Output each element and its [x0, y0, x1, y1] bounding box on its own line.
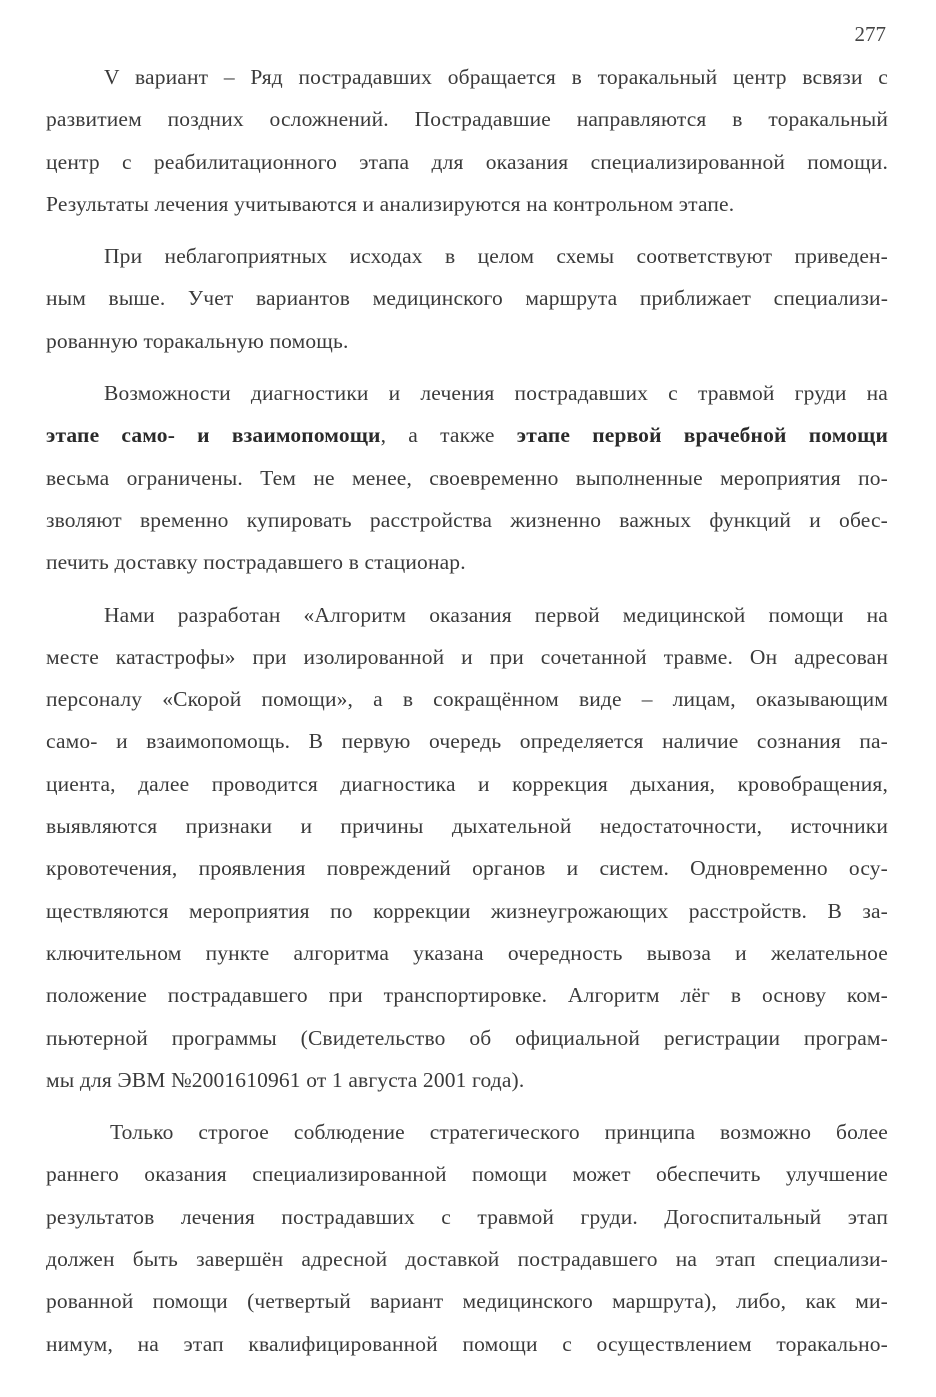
text-line: нимум, на этап квалифицированной помощи с осуществлением торакально- — [46, 1331, 888, 1356]
text-line: само- и взаимопомощь. В первую очередь определяется наличие сознания па- — [46, 729, 888, 754]
text-line: месте катастрофы» при изолированной и при сочетанной травме. Он адресован — [46, 644, 888, 669]
text-line: центр с реабилитационного этапа для оказания специализированной помощи. — [46, 149, 888, 174]
text-line-with-emphasis — [46, 414, 888, 456]
text-line: При неблагоприятных исходах в целом схемы соответствуют приведен- — [104, 244, 888, 269]
text-line: ществляются мероприятия по коррекции жизнеугрожающих расстройств. В за- — [46, 898, 888, 923]
text-line: мы для ЭВМ №2001610961 от 1 августа 2001 года). — [46, 1067, 525, 1092]
text-line: должен быть завершён адресной доставкой пострадавшего на этап специализи- — [46, 1247, 888, 1272]
text-line: пьютерной программы (Свидетельство об официальной регистрации програм- — [46, 1025, 888, 1050]
text-line: Нами разработан «Алгоритм оказания первой медицинской помощи на — [104, 602, 888, 627]
paragraph-variant-5 — [46, 56, 888, 225]
paragraph-strategic-principle — [46, 1111, 888, 1365]
text-line: V вариант – Ряд пострадавших обращается в торакальный центр всвязи с — [104, 65, 888, 89]
paragraph-diagnostic-possibilities — [46, 372, 888, 583]
text-line: Возможности диагностики и лечения пострадавших с травмой груди на — [104, 381, 888, 406]
text-line: ключительном пункте алгоритма указана очередность вывоза и желательное — [46, 940, 888, 965]
text-line: весьма ограничены. Тем не менее, своевременно выполненные мероприятия по- — [46, 465, 888, 490]
text-line: Результаты лечения учитываются и анализируются на контрольном этапе. — [46, 191, 735, 216]
text-line: рованной помощи (четвертый вариант медицинского маршрута), либо, как ми- — [46, 1289, 888, 1314]
text-line: ным выше. Учет вариантов медицинского маршрута приближает специализи- — [46, 286, 888, 311]
paragraph-unfavorable-outcomes — [46, 235, 888, 362]
text-line: персоналу «Скорой помощи», а в сокращённом виде – лицам, оказывающим — [46, 687, 888, 712]
emphasis-self-help-stage: этапе само- и взаимопомощи — [46, 423, 381, 448]
page-body — [46, 56, 888, 1375]
text-line: раннего оказания специализированной помощи может обеспечить улучшение — [46, 1162, 888, 1187]
paragraph-algorithm — [46, 594, 888, 1102]
text-line: выявляются признаки и причины дыхательной недостаточности, источники — [46, 814, 888, 839]
text-line: развитием поздних осложнений. Пострадавшие направляются в торакальный — [46, 107, 888, 132]
text-fragment: , а также — [380, 423, 517, 448]
text-line: результатов лечения пострадавших с травмой груди. Догоспитальный этап — [46, 1204, 888, 1229]
text-line: Только строгое соблюдение стратегического принципа возможно более — [110, 1120, 888, 1145]
text-line: рованную торакальную помощь. — [46, 328, 349, 353]
text-line: зволяют временно купировать расстройства жизненно важных функций и обес- — [46, 507, 888, 532]
text-line: циента, далее проводится диагностика и коррекция дыхания, кровобращения, — [46, 771, 888, 796]
page-number: 277 — [854, 22, 886, 46]
text-line: положение пострадавшего при транспортировке. Алгоритм лёг в основу ком- — [46, 983, 888, 1008]
emphasis-first-aid-stage: этапе первой врачебной помощи — [516, 423, 888, 448]
text-line: печить доставку пострадавшего в стационар. — [46, 550, 466, 575]
text-line: кровотечения, проявления повреждений органов и систем. Одновременно осу- — [46, 856, 888, 881]
